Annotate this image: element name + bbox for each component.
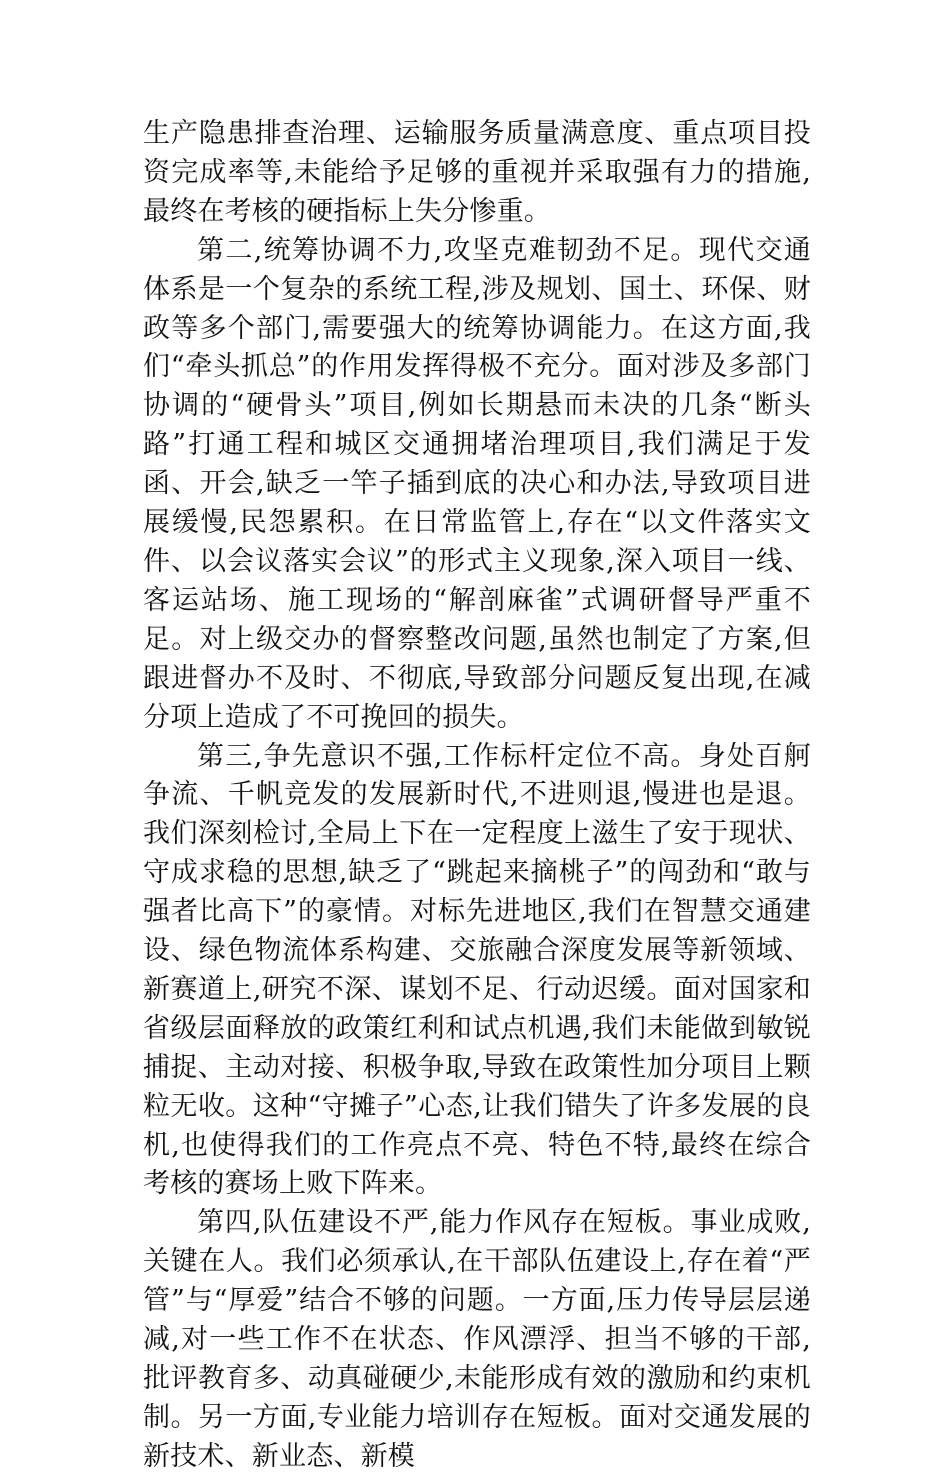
paragraph-third-point: 第三,争先意识不强,工作标杆定位不高。身处百舸争流、千帆竞发的发展新时代,不进则退,慢进也是退。我们深刻检讨,全局上下在一定程度上滋生了安于现状、守成求稳的思想,缺乏了“跳起来摘桃子”的闯劲和“敢与强者比高下”的豪情。对标先进地区,我们在智慧交通建设、绿色物流体系构建、交旅融合深度发展等新领域、新赛道上,研究不深、谋划不足、行动迟缓。面对国家和省级层面释放的政策红利和试点机遇,我们未能做到敏锐捕捉、主动对接、积极争取,导致在政策性加分项目上颗粒无收。这种“守摊子”心态,让我们错失了许多发展的良机,也使得我们的工作亮点不亮、特色不特,最终在综合考核的赛场上败下阵来。 (143, 740, 811, 1200)
paragraph-second-point: 第二,统筹协调不力,攻坚克难韧劲不足。现代交通体系是一个复杂的系统工程,涉及规划、国土、环保、财政等多个部门,需要强大的统筹协调能力。在这方面,我们“牵头抓总”的作用发挥得极不充分。面对涉及多部门协调的“硬骨头”项目,例如长期悬而未决的几条“断头路”打通工程和城区交通拥堵治理项目,我们满足于发函、开会,缺乏一竿子插到底的决心和办法,导致项目进展缓慢,民怨累积。在日常监管上,存在“以文件落实文件、以会议落实会议”的形式主义现象,深入项目一线、客运站场、施工现场的“解剖麻雀”式调研督导严重不足。对上级交办的督察整改问题,虽然也制定了方案,但跟进督办不及时、不彻底,导致部分问题反复出现,在减分项上造成了不可挽回的损失。 (143, 234, 811, 733)
document-body (143, 115, 811, 1477)
paragraph-fourth-point: 第四,队伍建设不严,能力作风存在短板。事业成败,关键在人。我们必须承认,在干部队伍建设上,存在着“严管”与“厚爱”结合不够的问题。一方面,压力传导层层递减,对一些工作不在状态、作风漂浮、担当不够的干部,批评教育多、动真碰硬少,未能形成有效的激励和约束机制。另一方面,专业能力培训存在短板。面对交通发展的新技术、新业态、新模 (143, 1207, 811, 1472)
paragraph-continuation: 生产隐患排查治理、运输服务质量满意度、重点项目投资完成率等,未能给予足够的重视并采取强有力的措施,最终在考核的硬指标上失分惨重。 (143, 118, 811, 227)
